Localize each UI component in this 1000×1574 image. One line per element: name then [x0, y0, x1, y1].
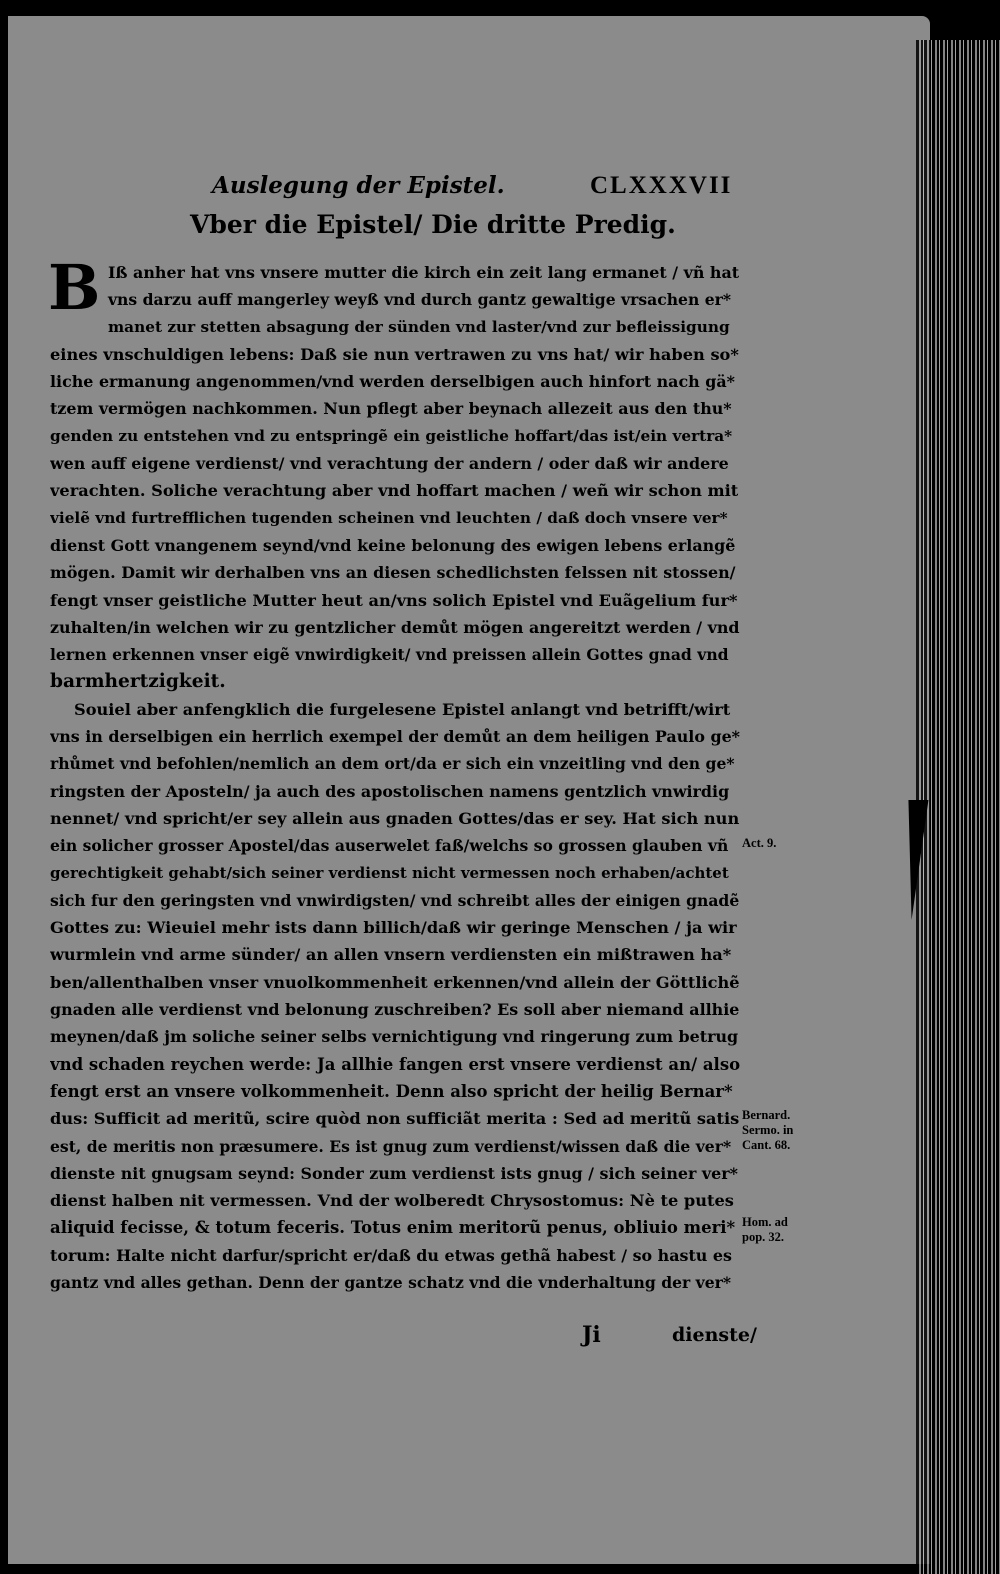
body-text: [48, 251, 740, 1296]
text-line: zuhalten/in welchen wir zu gentzlicher demůt mögen angereitzt werden / vnd: [50, 617, 740, 637]
text-line: est, de meritis non præsumere. Es ist gnug zum verdienst/wissen daß die ver*: [50, 1136, 732, 1156]
text-line: liche ermanung angenommen/vnd werden derselbigen auch hinfort nach gä*: [50, 372, 735, 392]
text-line: wen auff eigene verdienst/ vnd verachtung der andern / oder daß wir andere: [50, 454, 729, 474]
margin-note-homily: Hom. ad pop. 32.: [742, 1215, 788, 1244]
text-line: wurmlein vnd arme sünder/ an allen vnsern verdiensten ein mißtrawen ha*: [50, 945, 732, 965]
text-line: ein solicher grosser Apostel/das auserwelet faß/welchs so grossen glauben vñ: [50, 836, 729, 856]
text-line: rhůmet vnd befohlen/nemlich an dem ort/da er sich ein vnzeitling vnd den ge*: [50, 754, 735, 774]
text-line: torum: Halte nicht darfur/spricht er/daß du etwas gethã habest / so hastu es: [50, 1245, 732, 1265]
text-line: gnaden alle verdienst vnd belonung zuschreiben? Es soll aber niemand allhie: [50, 1000, 740, 1020]
text-line: mögen. Damit wir derhalben vns an diesen schedlichsten felssen nit stossen/: [50, 563, 736, 583]
signature-mark: Ji: [582, 1322, 601, 1348]
text-line: fengt vnser geistliche Mutter heut an/vns solich Epistel vnd Euãgelium fur*: [50, 590, 738, 610]
text-line: Iß anher hat vns vnsere mutter die kirch ein zeit lang ermanet / vñ hat: [108, 263, 740, 282]
text-line: dienst halben nit vermessen. Vnd der wolberedt Chrysostomus: Nè te putes: [50, 1191, 734, 1211]
margin-note-bernard: Bernard. Sermo. in Cant. 68.: [742, 1108, 794, 1152]
text-line: ringsten der Aposteln/ ja auch des apostolischen namens gentzlich vnwirdig: [50, 781, 730, 801]
drop-cap-initial: B: [48, 251, 101, 324]
text-line: aliquid fecisse, & totum feceris. Totus enim meritorũ penus, obliuio meri*: [50, 1218, 736, 1238]
text-line: vielẽ vnd furtrefflichen tugenden scheinen vnd leuchten / daß doch vnsere ver*: [50, 508, 728, 527]
text-line: gantz vnd alles gethan. Denn der gantze schatz vnd die vnderhaltung der ver*: [50, 1272, 732, 1292]
text-line: Gottes zu: Wieuiel mehr ists dann billich/daß wir geringe Menschen / ja wir: [50, 918, 737, 938]
running-head-title: Auslegung der Epistel.: [212, 172, 505, 199]
text-line: eines vnschuldigen lebens: Daß sie nun vertrawen zu vns hat/ wir haben so*: [50, 344, 739, 364]
text-line: genden zu entstehen vnd zu entspringẽ ein geistliche hoffart/das ist/ein vertra*: [50, 426, 733, 445]
text-line: manet zur stetten absagung der sünden vnd laster/vnd zur befleissigung: [108, 317, 730, 336]
text-line: tzem vermögen nachkommen. Nun pflegt aber beynach allezeit aus den thu*: [50, 399, 732, 419]
page-edge-shading: [916, 40, 1000, 1574]
text-line: lernen erkennen vnser eigẽ vnwirdigkeit/ vnd preissen allein Gottes gnad vnd: [50, 645, 729, 665]
text-line: nennet/ vnd spricht/er sey allein aus gnaden Gottes/das er sey. Hat sich nun: [50, 808, 740, 828]
text-line: dienst Gott vnangenem seynd/vnd keine belonung des ewigen lebens erlangẽ: [50, 535, 736, 555]
text-line: sich fur den geringsten vnd vnwirdigsten/ vnd schreibt alles der einigen gnadẽ: [50, 890, 740, 910]
text-line: verachten. Soliche verachtung aber vnd hoffart machen / weñ wir schon mit: [50, 481, 739, 501]
text-line: dienste nit gnugsam seynd: Sonder zum verdienst ists gnug / sich seiner ver*: [50, 1163, 738, 1183]
folio-number: CLXXXVII: [590, 172, 733, 199]
text-line: fengt erst an vnsere volkommenheit. Denn also spricht der heilig Bernar*: [50, 1081, 733, 1101]
text-line: vns darzu auff mangerley weyß vnd durch gantz gewaltige vrsachen er*: [108, 290, 732, 310]
text-line: Souiel aber anfengklich die furgelesene Epistel anlangt vnd betrifft/wirt: [74, 699, 731, 719]
catchword: dienste/: [672, 1324, 757, 1346]
text-line: vns in derselbigen ein herrlich exempel der demůt an dem heiligen Paulo ge*: [50, 727, 740, 747]
text-line: dus: Sufficit ad meritũ, scire quòd non sufficiãt merita : Sed ad meritũ satis: [50, 1109, 740, 1129]
text-line: barmhertzigkeit.: [50, 671, 226, 693]
text-line: vnd schaden reychen werde: Ja allhie fangen erst vnsere verdienst an/ also: [50, 1054, 740, 1074]
text-line: gerechtigkeit gehabt/sich seiner verdienst nicht vermessen noch erhaben/achtet: [50, 863, 729, 882]
text-line: ben/allenthalben vnser vnuolkommenheit erkennen/vnd allein der Göttlichẽ: [50, 972, 740, 992]
text-line: meynen/daß jm soliche seiner selbs vernichtigung vnd ringerung zum betrug: [50, 1027, 739, 1047]
section-title: Vber die Epistel/ Die dritte Predig.: [190, 210, 676, 239]
margin-note-act: Act. 9.: [742, 836, 777, 850]
